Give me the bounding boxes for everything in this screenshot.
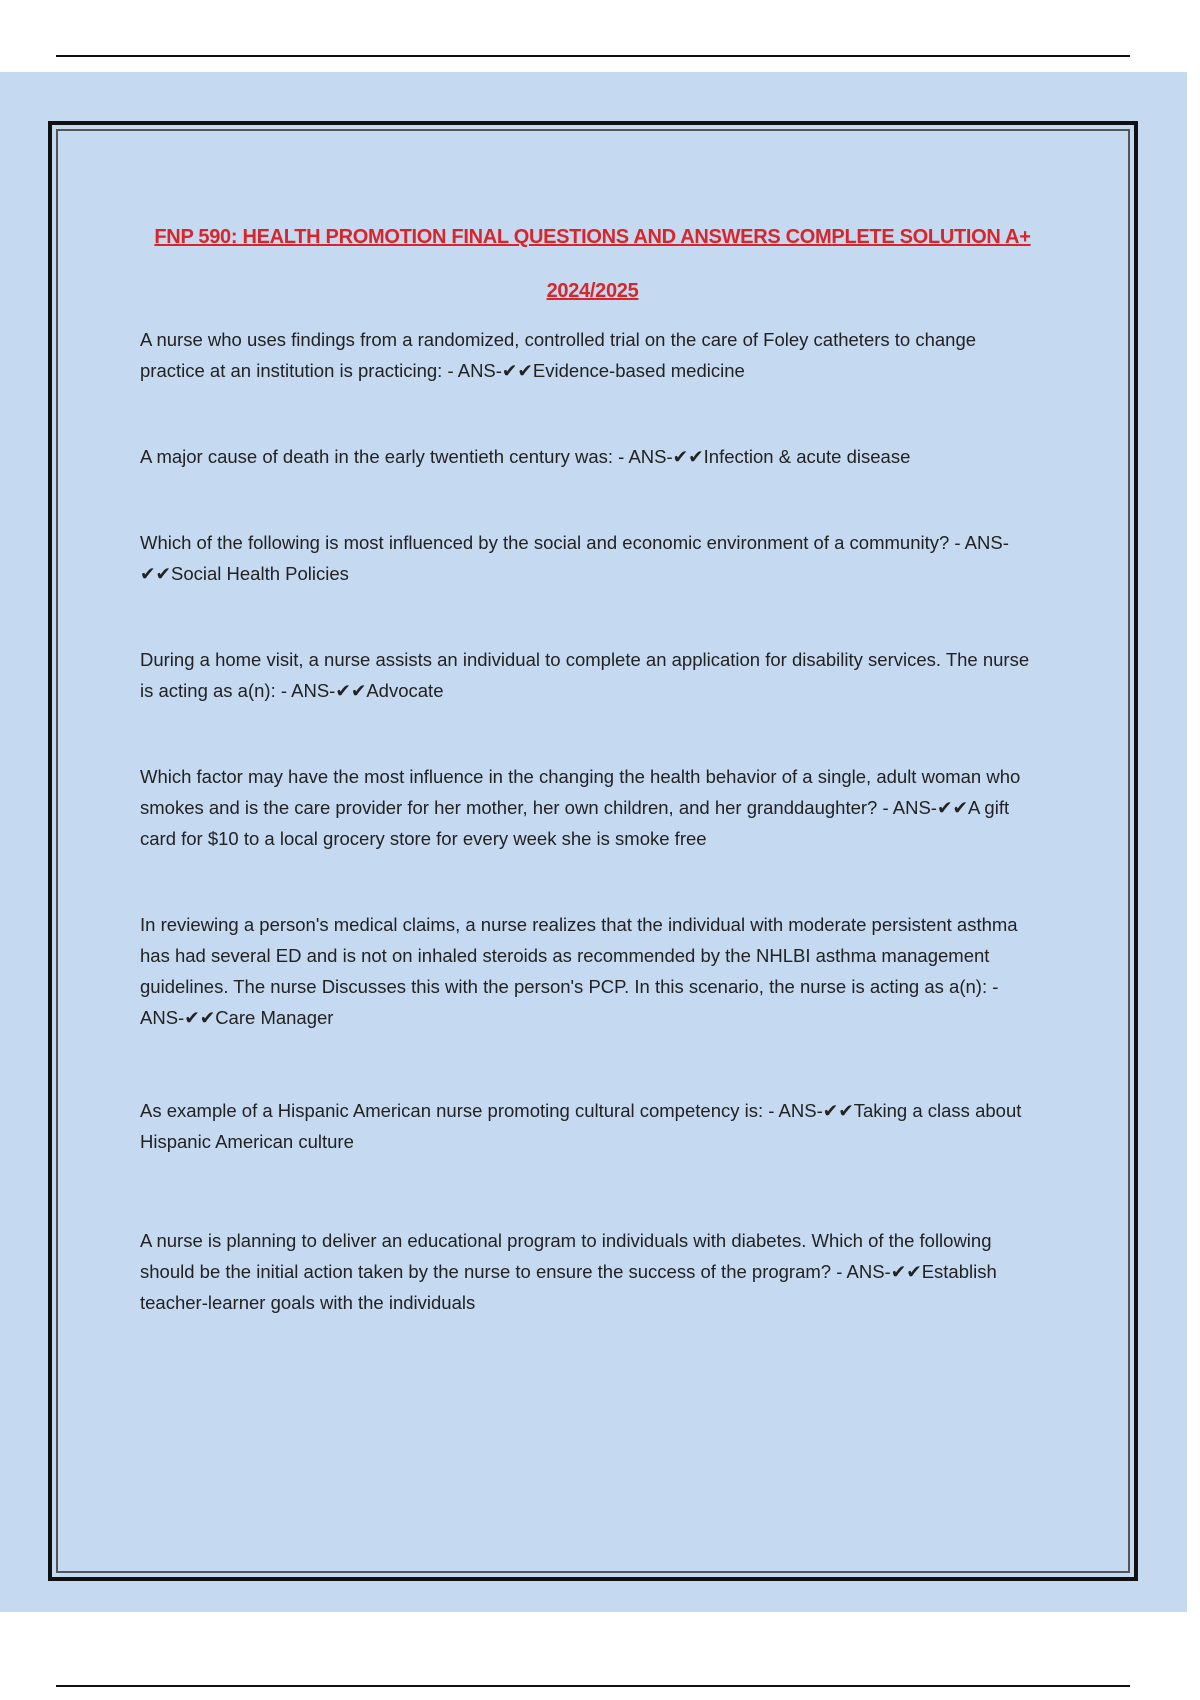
document-title-line-1: FNP 590: HEALTH PROMOTION FINAL QUESTIONS AND ANSWERS COMPLETE SOLUTION A+	[154, 226, 1031, 248]
qa-item: During a home visit, a nurse assists an individual to complete an application for disability services. The nurse is acting as a(n): - ANS-✔✔Advocate	[140, 649, 1030, 701]
footer-rule	[56, 1685, 1130, 1687]
qa-item: Which factor may have the most influence in the changing the health behavior of a single, adult woman who smokes and is the care provider for her mother, her own children, and her granddaughter? - ANS-✔✔A gift card for $10 to a local grocery store for every week she is smoke free	[140, 766, 1021, 849]
document-title-line-2: 2024/2025	[546, 280, 639, 302]
qa-item: A major cause of death in the early twentieth century was: - ANS-✔✔Infection & acute disease	[140, 446, 911, 467]
qa-item: A nurse is planning to deliver an educational program to individuals with diabetes. Which of the following should be the initial action taken by the nurse to ensure the success of the program? - ANS-✔✔Establish teacher-learner goals with the individuals	[140, 1230, 997, 1313]
qa-item: As example of a Hispanic American nurse promoting cultural competency is: - ANS-✔✔Taking a class about Hispanic American culture	[140, 1100, 1022, 1152]
qa-item: A nurse who uses findings from a randomized, controlled trial on the care of Foley catheters to change practice at an institution is practicing: - ANS-✔✔Evidence-based medicine	[140, 329, 977, 381]
document-content	[140, 210, 1045, 1318]
qa-item: Which of the following is most influenced by the social and economic environment of a community? - ANS-✔✔Social Health Policies	[140, 532, 1009, 584]
qa-list	[140, 324, 1045, 1318]
header-rule	[56, 55, 1130, 57]
qa-item: In reviewing a person's medical claims, a nurse realizes that the individual with moderate persistent asthma has had several ED and is not on inhaled steroids as recommended by the NHLBI asthma management guidelines. The nurse Discusses this with the person's PCP. In this scenario, the nurse is acting as a(n): - ANS-✔✔Care Manager	[140, 914, 1018, 1028]
